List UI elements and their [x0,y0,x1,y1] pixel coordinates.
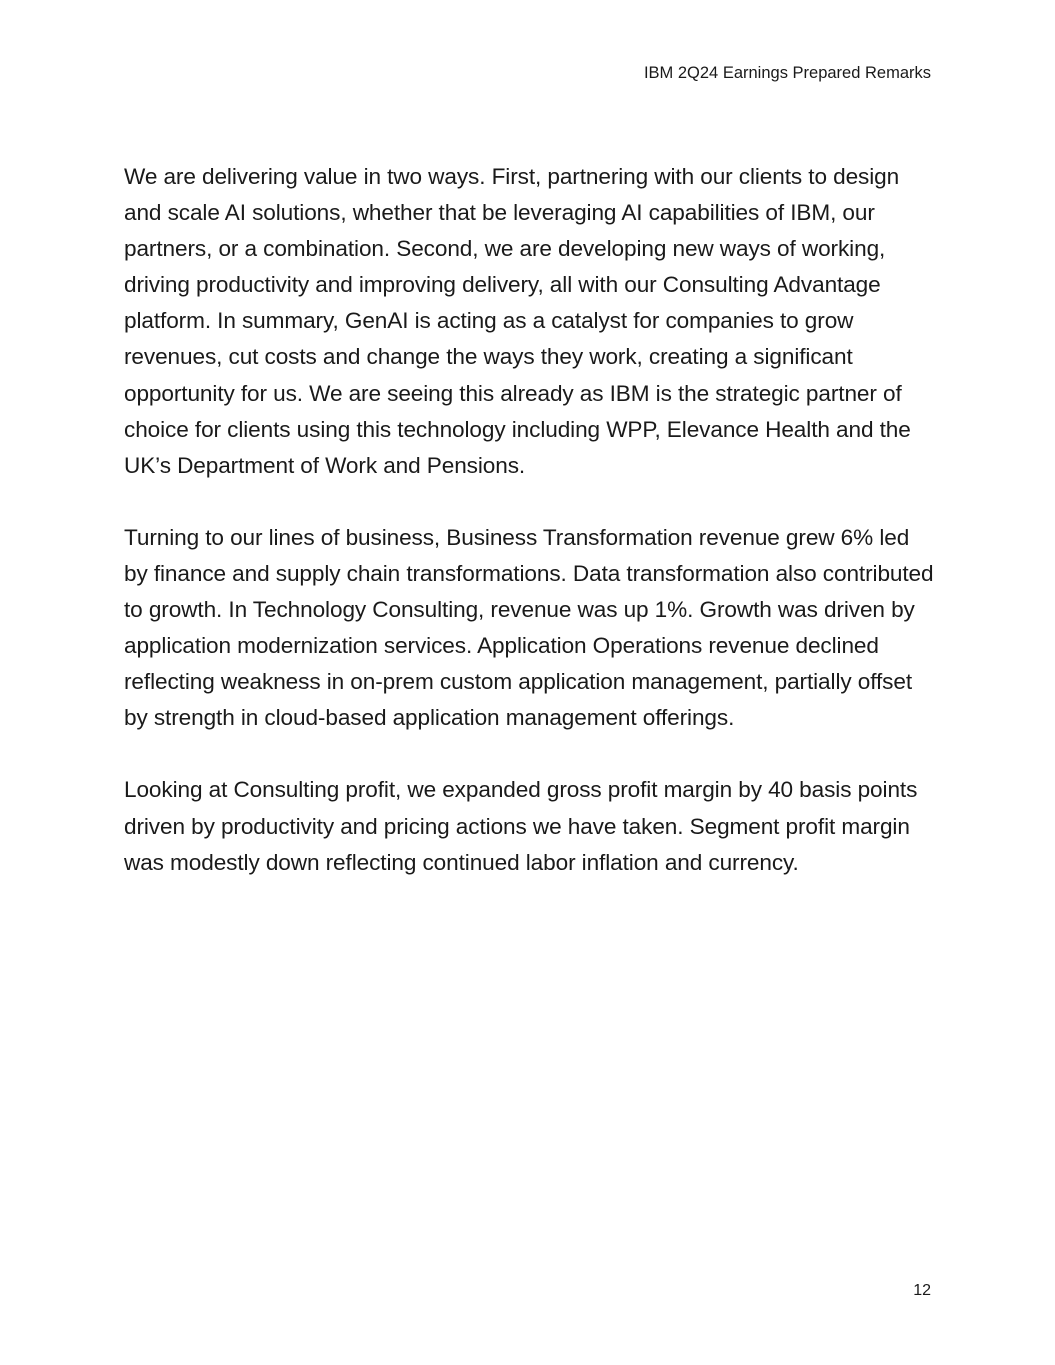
paragraph-ai-value: We are delivering value in two ways. First, partnering with our clients to design and scale AI solutions, whether that be leveraging AI capabilities of IBM, our partners, or a combination. Second, we are developing new ways of working, driving productivity and improving delivery, all with our Consulting Advantage platform. In summary, GenAI is acting as a catalyst for companies to grow revenues, cut costs and change the ways they work, creating a significant opportunity for us. We are seeing this already as IBM is the strategic partner of choice for clients using this technology including WPP, Elevance Health and the UK’s Department of Work and Pensions. [124,164,911,478]
page-number: 12 [913,1282,931,1299]
document-header-title: IBM 2Q24 Earnings Prepared Remarks [643,64,931,82]
paragraph-consulting-profit: Looking at Consulting profit, we expanded gross profit margin by 40 basis points driven by productivity and pricing actions we have taken. Segment profit margin was modestly down reflecting continued labor inflation and currency. [124,777,918,875]
paragraph-lines-of-business: Turning to our lines of business, Business Transformation revenue grew 6% led by finance and supply chain transformations. Data transformation also contributed to growth. In Technology Consulting, revenue was up 1%. Growth was driven by application modernization services. Application Operations revenue declined reflecting weakness in on-prem custom application management, partially offset by strength in cloud-based application management offerings. [124,524,934,731]
document-body [124,159,934,917]
